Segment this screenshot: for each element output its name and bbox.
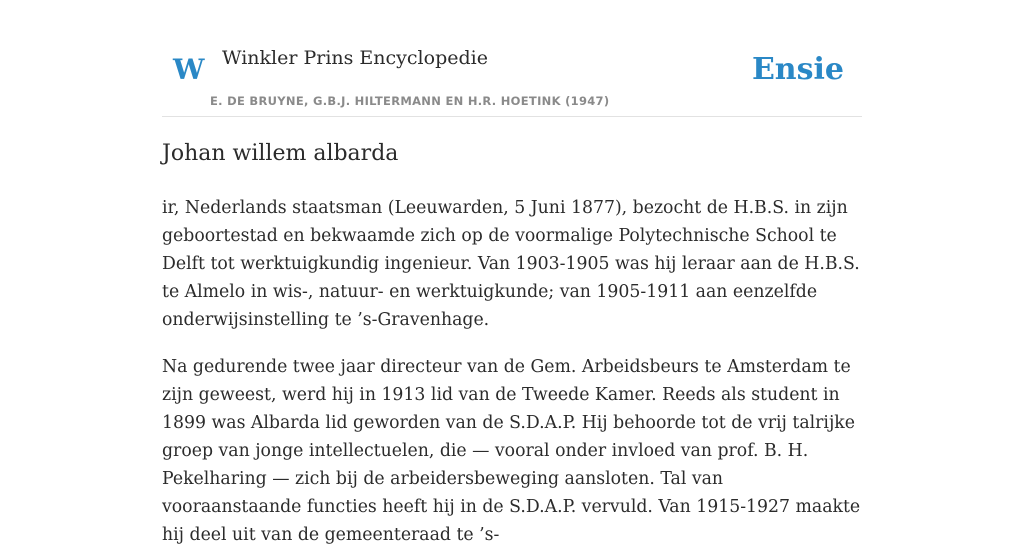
- article-title: Johan willem albarda: [162, 141, 399, 166]
- article-paragraph: Na gedurende twee jaar directeur van de Gem. Arbeidsbeurs te Amsterdam te zijn geweest, werd hij in 1913 lid van de Tweede Kamer. Reeds als student in 1899 was Albarda lid geworden van de S.D.A.P. Hij behoorde tot de vrij talrijke groep van jonge intellectuelen, die — vooral onder invloed van prof. B. H. Pekelharing — zich bij de arbeidersbeweging aansloten. Tal van vooraanstaande functies heeft hij in de S.D.A.P. vervuld. Van 1915-1927 maakte hij deel uit van de gemeenteraad te ’s-: [162, 357, 861, 545]
- site-header: [162, 0, 862, 117]
- site-title[interactable]: Winkler Prins Encyclopedie: [222, 47, 488, 69]
- authors-credit: E. DE BRUYNE, G.B.J. HILTERMANN EN H.R. HOETINK (1947): [210, 94, 610, 108]
- article: [162, 138, 862, 549]
- site-logo[interactable]: W: [173, 53, 205, 86]
- article-paragraph: ir, Nederlands staatsman (Leeuwarden, 5 Juni 1877), bezocht de H.B.S. in zijn geboortestad en bekwaamde zich op de voormalige Polytechnische School te Delft tot werktuigkundig ingenieur. Van 1903-1905 was hij leraar aan de H.B.S. te Almelo in wis-, natuur- en werktuigkunde; van 1905-1911 aan eenzelfde onderwijsinstelling te ’s-Gravenhage.: [162, 198, 860, 330]
- brand-logo[interactable]: Ensie: [751, 52, 844, 87]
